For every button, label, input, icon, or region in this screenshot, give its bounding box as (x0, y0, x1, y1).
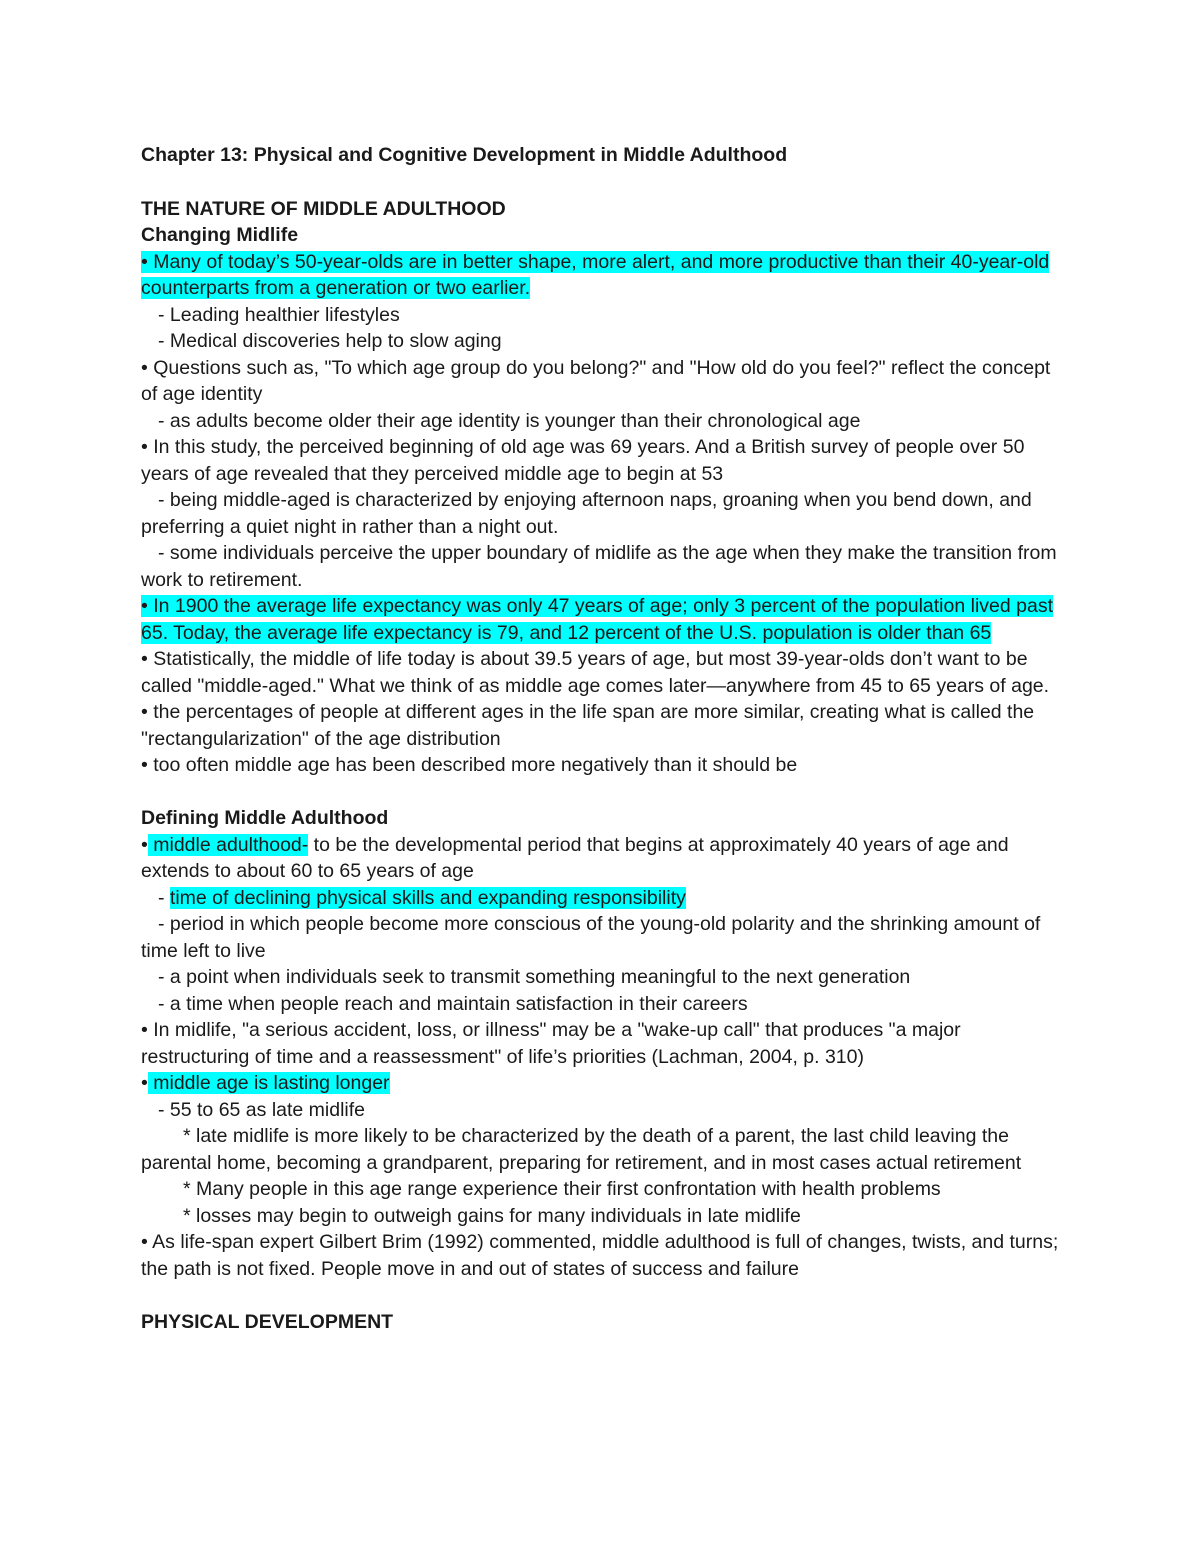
sub-sub-point-text: * late midlife is more likely to be characterized by the death of a parent, the last child leaving the parental home, becoming a grandparent, preparing for retirement, and in most cases actual retirement (141, 1125, 1022, 1174)
sub-point (141, 540, 1070, 593)
sub-point: - as adults become older their age identity is younger than their chronological age (158, 409, 861, 432)
sub-sub-point: * Many people in this age range experience their first confrontation with health problems (183, 1178, 941, 1200)
sub-point: - a point when individuals seek to transmit something meaningful to the next generation (158, 966, 911, 988)
paragraph: • too often middle age has been described more negatively than it should be (141, 754, 798, 776)
sub-point: - 55 to 65 as late midlife (158, 1098, 366, 1121)
highlighted-text: time of declining physical skills and expanding responsibility (169, 886, 686, 909)
sub-sub-point (141, 1123, 1070, 1176)
paragraph: • As life-span expert Gilbert Brim (1992) commented, middle adulthood is full of changes, twists, and turns; the path is not fixed. People move in and out of states of success and failure (141, 1231, 1059, 1280)
sub-point (141, 885, 1070, 912)
dash: - (158, 886, 170, 909)
subheading-defining-middle-adulthood: Defining Middle Adulthood (141, 807, 389, 829)
highlighted-text: middle adulthood- (147, 833, 309, 856)
paragraph-text: to be the developmental period that begins at approximately 40 years of age and extends to about 60 to 65 years of age (141, 833, 1009, 882)
paragraph (141, 832, 1070, 885)
paragraph (141, 249, 1070, 302)
sub-point-text: - being middle-aged is characterized by enjoying afternoon naps, groaning when you bend down, and preferring a quiet night in rather than a night out. (141, 489, 1032, 538)
sub-point (141, 911, 1070, 964)
blank-line (141, 779, 1070, 806)
sub-point: - Leading healthier lifestyles (158, 303, 400, 326)
sub-point-text: - period in which people become more conscious of the young-old polarity and the shrinking amount of time left to live (141, 913, 1041, 962)
sub-point (141, 487, 1070, 540)
paragraph (141, 593, 1070, 646)
sub-point-text: - some individuals perceive the upper boundary of midlife as the age when they make the transition from work to retirement. (141, 542, 1057, 591)
section-heading-physical-development: PHYSICAL DEVELOPMENT (141, 1310, 394, 1333)
bullet: • (141, 1072, 148, 1094)
highlighted-text: middle age is lasting longer (147, 1072, 390, 1094)
paragraph (141, 1070, 1070, 1097)
paragraph: • Statistically, the middle of life today is about 39.5 years of age, but most 39-year-olds don’t want to be called "middle-aged." What we think of as middle age comes later—anywhere from 45 to 65 years of age. (141, 648, 1050, 697)
sub-point: - Medical discoveries help to slow aging (158, 330, 502, 352)
subheading-changing-midlife: Changing Midlife (141, 224, 299, 246)
paragraph: • In midlife, "a serious accident, loss, or illness" may be a "wake-up call" that produces "a major restructuring of time and a reassessment" of life’s priorities (Lachman, 2004, p. 310) (141, 1019, 961, 1068)
bullet: • (141, 833, 148, 856)
document-title: Chapter 13: Physical and Cognitive Development in Middle Adulthood (141, 144, 788, 166)
highlighted-text: • Many of today’s 50-year-olds are in better shape, more alert, and more productive than their 40-year-old counterparts from a generation or two earlier. (141, 250, 1050, 299)
sub-point: - a time when people reach and maintain satisfaction in their careers (158, 992, 748, 1015)
sub-sub-point: * losses may begin to outweigh gains for many individuals in late midlife (183, 1204, 801, 1227)
paragraph: • In this study, the perceived beginning of old age was 69 years. And a British survey of people over 50 years of age revealed that they perceived middle age to begin at 53 (141, 436, 1025, 485)
highlighted-text: • In 1900 the average life expectancy was only 47 years of age; only 3 percent of the population lived past 65. Today, the average life expectancy is 79, and 12 percent of the U.S. population is older than 65 (141, 595, 1053, 644)
paragraph: • Questions such as, "To which age group do you belong?" and "How old do you feel?" reflect the concept of age identity (141, 356, 1051, 405)
blank-line (141, 169, 1070, 196)
paragraph: • the percentages of people at different ages in the life span are more similar, creating what is called the "rectangularization" of the age distribution (141, 701, 1035, 750)
blank-line (141, 1282, 1070, 1309)
section-heading-nature: THE NATURE OF MIDDLE ADULTHOOD (141, 197, 506, 220)
